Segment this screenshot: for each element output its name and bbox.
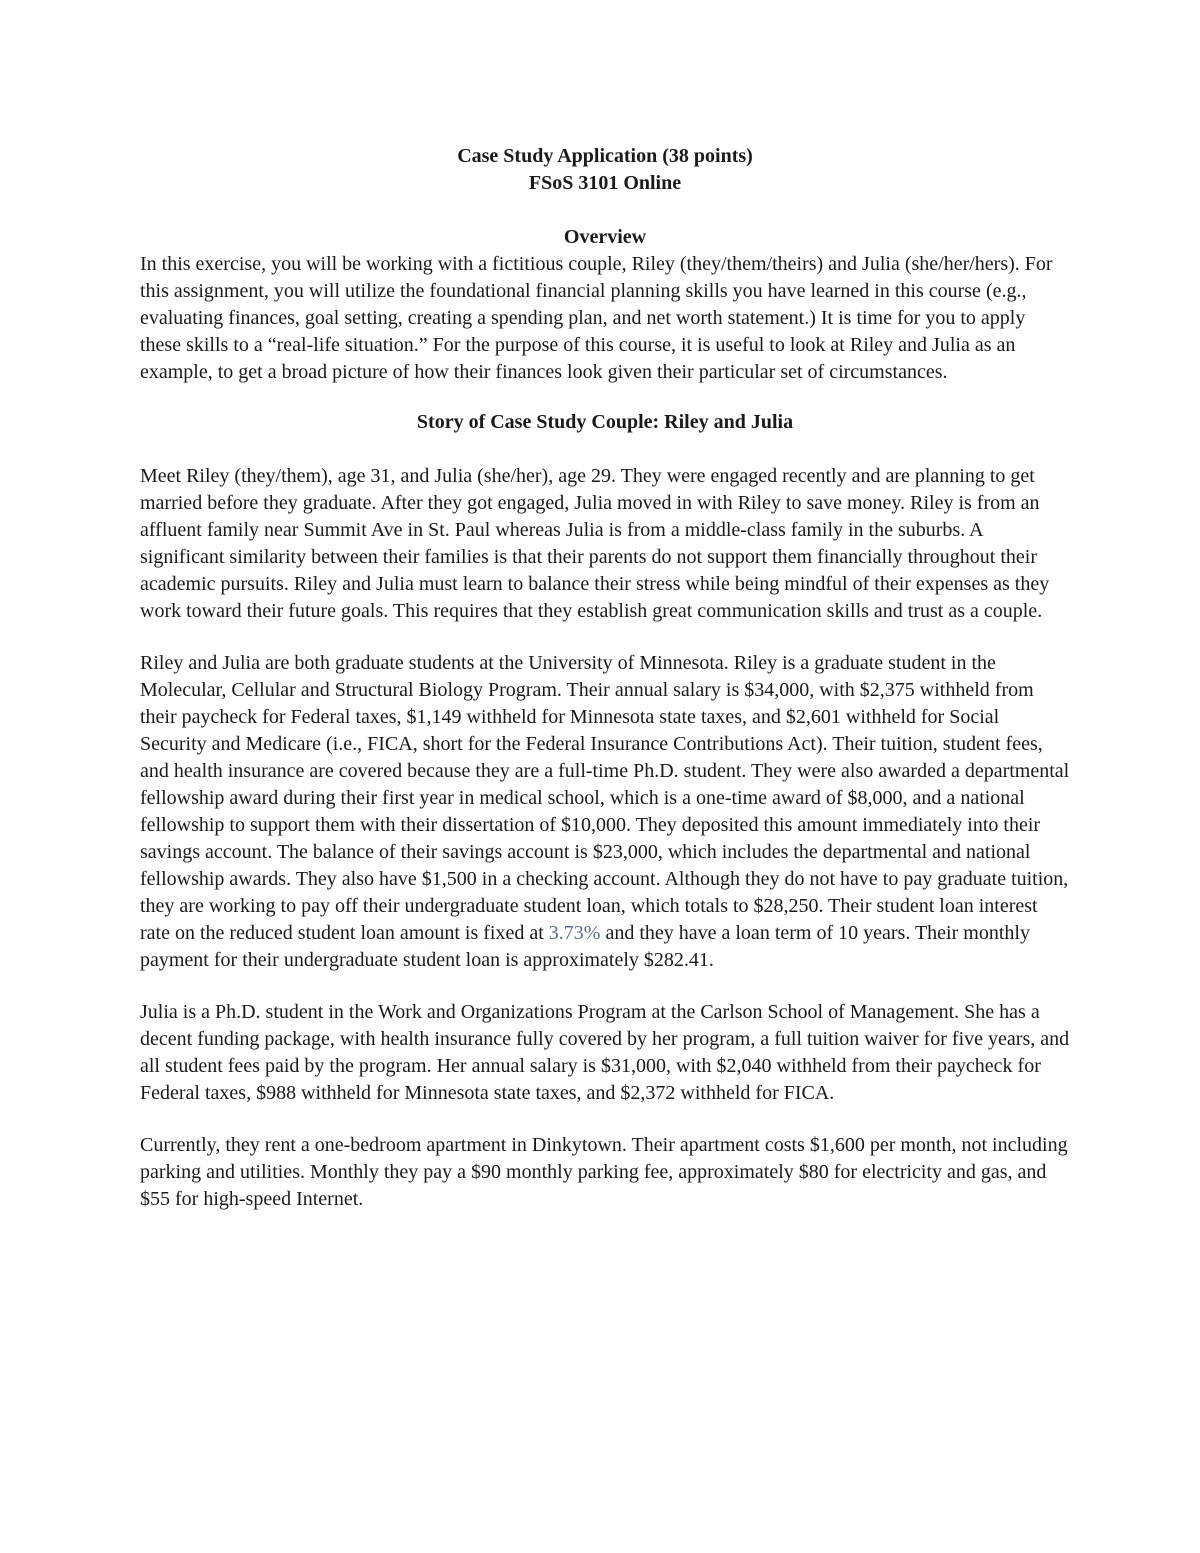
- spacer: [140, 436, 1070, 463]
- interest-rate: 3.73%: [548, 922, 601, 944]
- julia-paragraph: Julia is a Ph.D. student in the Work and Organizations Program at the Carlson School of Management. She has a decent funding package, with health insurance fully covered by her program, a full tuition waiver for five years, and all student fees paid by the program. Her annual salary is $31,000, with $2,040 withheld from their paycheck for Federal taxes, $988 withheld for Minnesota state taxes, and $2,372 withheld for FICA.: [140, 1001, 1070, 1104]
- housing-paragraph: Currently, they rent a one-bedroom apartment in Dinkytown. Their apartment costs $1,600 per month, not including parking and utilities. Monthly they pay a $90 monthly parking fee, approximately $80 for electricity and gas, and $55 for high-speed Internet.: [140, 1134, 1068, 1210]
- course-name: FSoS 3101 Online: [528, 172, 682, 194]
- document-page: [140, 143, 1070, 1213]
- intro-paragraph: Meet Riley (they/them), age 31, and Julia (she/her), age 29. They were engaged recently and are planning to get married before they graduate. After they got engaged, Julia moved in with Riley to save money. Riley is from an affluent family near Summit Ave in St. Paul whereas Julia is from a middle-class family in the suburbs. A significant similarity between their families is that their parents do not support them financially throughout their academic pursuits. Riley and Julia must learn to balance their stress while being mindful of their expenses as they work toward their future goals. This requires that they establish great communication skills and trust as a couple.: [140, 465, 1050, 622]
- riley-paragraph: [140, 650, 1070, 974]
- spacer: [140, 625, 1070, 650]
- riley-text-end: and they have a loan term of 10 years. Their monthly payment for their undergraduate student loan is approximately $282.41.: [140, 922, 1030, 971]
- riley-text-start: Riley and Julia are both graduate students at the University of Minnesota. Riley is a graduate student in the Molecular, Cellular and Structural Biology Program. Their annual salary is $34,000, with $2,375 withheld from their paycheck for Federal taxes, $1,149 withheld for Minnesota state taxes, and $2,601 withheld for Social Security and Medicare (i.e., FICA, short for the Federal Insurance Contributions Act). Their tuition, student fees, and health insurance are covered because they are a full-time Ph.D. student. They were also awarded a departmental fellowship award during their first year in medical school, which is a one-time award of $8,000, and a national fellowship to support them with their dissertation of $10,000. They deposited this amount immediately into their savings account. The balance of their savings account is $23,000, which includes the departmental and national fellowship awards. They also have $1,500 in a checking account. Although they do not have to pay graduate tuition, they are working to pay off their undergraduate student loan, which totals to $28,250. Their student loan interest rate on the reduced student loan amount is fixed at: [140, 652, 1070, 944]
- story-heading: Story of Case Study Couple: Riley and Julia: [416, 411, 794, 433]
- spacer: [140, 386, 1070, 409]
- document-title: Case Study Application (38 points): [457, 145, 753, 167]
- spacer: [140, 197, 1070, 224]
- overview-heading: Overview: [563, 226, 647, 248]
- spacer: [140, 974, 1070, 999]
- overview-paragraph: In this exercise, you will be working with a fictitious couple, Riley (they/them/theirs) and Julia (she/her/hers). For this assignment, you will utilize the foundational financial planning skills you have learned in this course (e.g., evaluating finances, goal setting, creating a spending plan, and net worth statement.) It is time for you to apply these skills to a “real-life situation.” For the purpose of this course, it is useful to look at Riley and Julia as an example, to get a broad picture of how their finances look given their particular set of circumstances.: [140, 253, 1053, 383]
- spacer: [140, 1107, 1070, 1132]
